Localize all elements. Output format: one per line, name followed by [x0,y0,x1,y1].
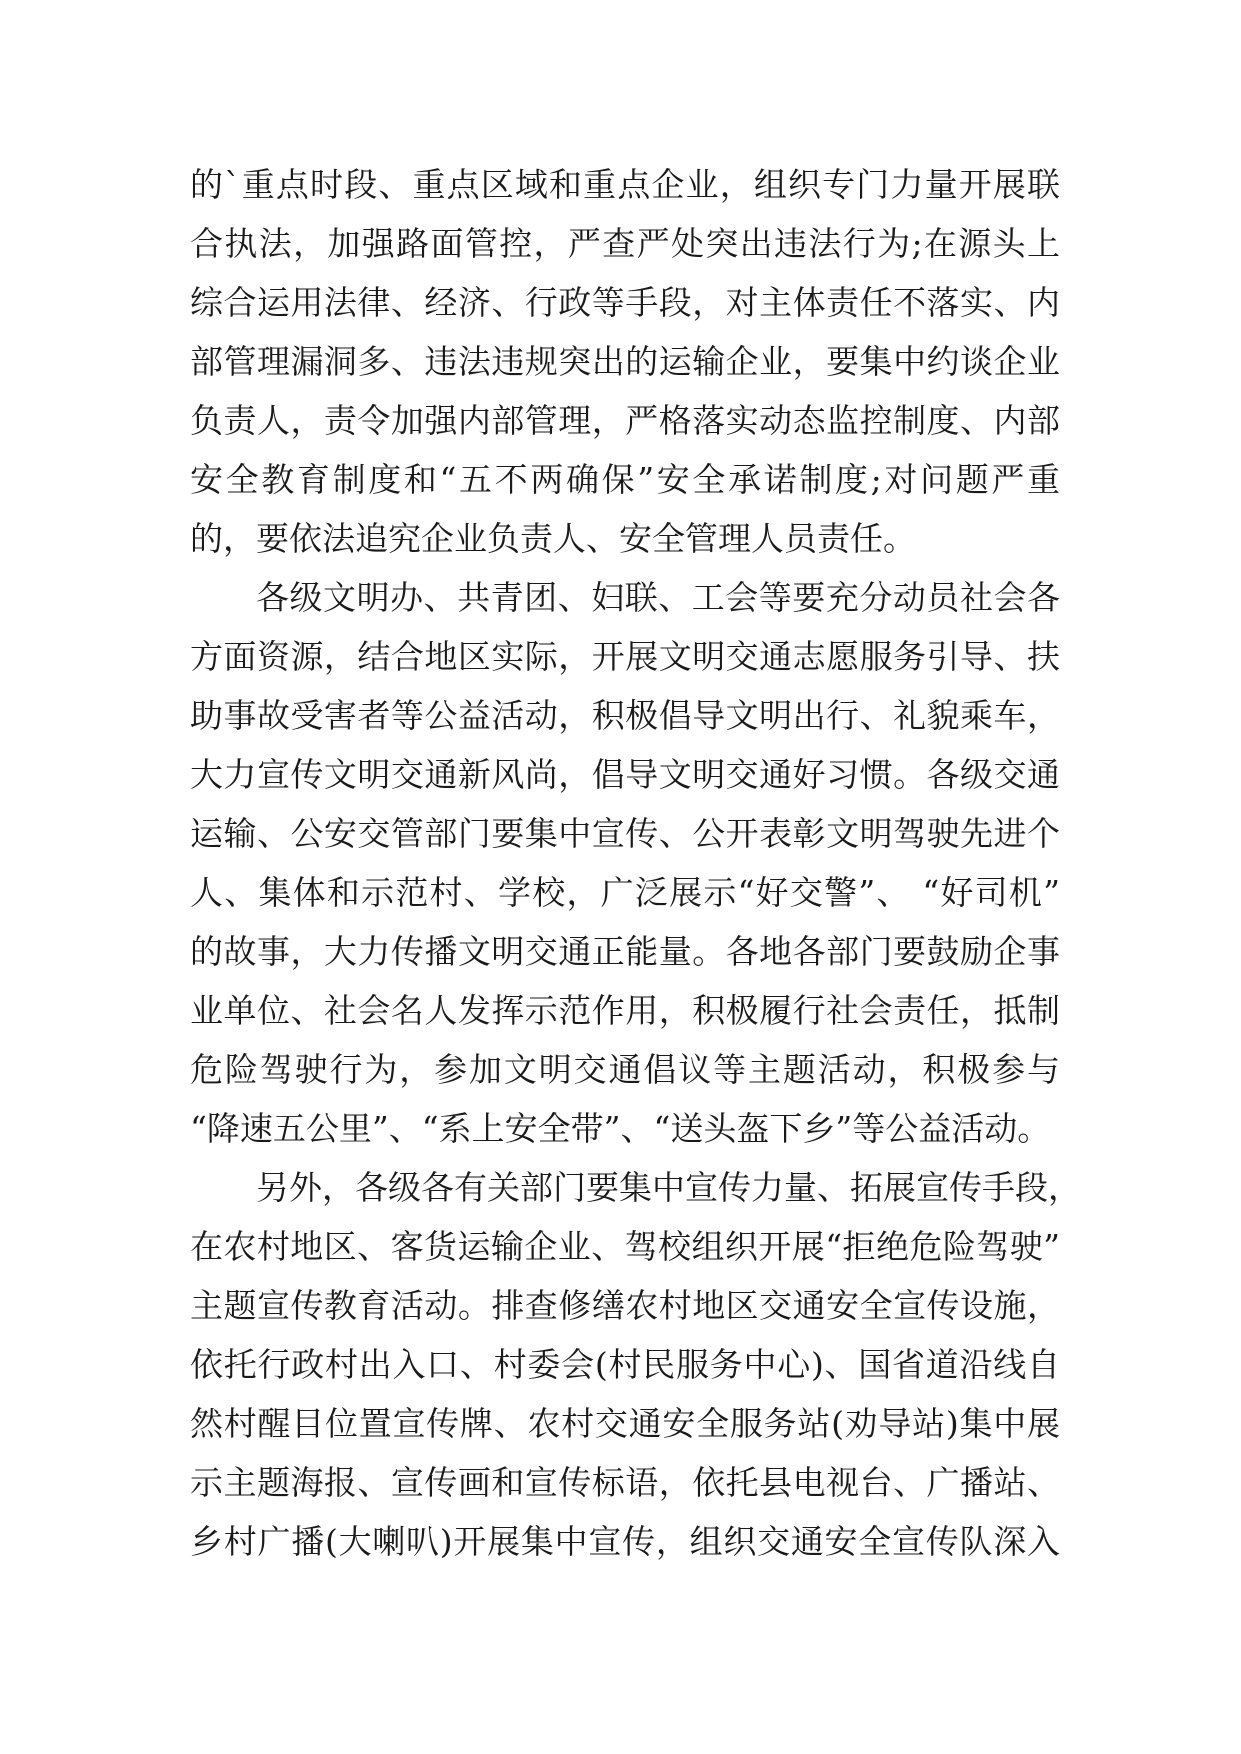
text-line: 主题宣传教育活动。排查修缮农村地区交通安全宣传设施， [190,1286,1060,1325]
text-line: 在农村地区、客货运输企业、驾校组织开展“拒绝危险驾驶” [190,1227,1060,1266]
text-line: 大力宣传文明交通新风尚，倡导文明交通好习惯。各级交通 [190,755,1060,794]
text-line: 方面资源，结合地区实际，开展文明交通志愿服务引导、扶 [190,637,1060,676]
text-line: 运输、公安交管部门要集中宣传、公开表彰文明驾驶先进个 [190,814,1060,853]
text-line: 示主题海报、宣传画和宣传标语，依托县电视台、广播站、 [190,1463,1060,1502]
text-line: 业单位、社会名人发挥示范作用，积极履行社会责任，抵制 [190,991,1060,1030]
text-line: 依托行政村出入口、村委会(村民服务中心)、国省道沿线自 [190,1345,1060,1384]
text-line: 的，要依法追究企业负责人、安全管理人员责任。 [190,519,916,558]
text-line: 乡村广播(大喇叭)开展集中宣传，组织交通安全宣传队深入 [190,1522,1060,1561]
text-line: 助事故受害者等公益活动，积极倡导文明出行、礼貌乘车， [190,696,1060,735]
text-line: 部管理漏洞多、违法违规突出的运输企业，要集中约谈企业 [190,342,1060,381]
paragraph-start-line: 各级文明办、共青团、妇联、工会等要充分动员社会各 [256,578,1060,617]
text-line: 人、集体和示范村、学校，广泛展示“好交警”、 “好司机” [190,873,1060,912]
text-line: 然村醒目位置宣传牌、农村交通安全服务站(劝导站)集中展 [190,1404,1060,1443]
text-line: 合执法，加强路面管控，严查严处突出违法行为;在源头上 [190,224,1060,263]
text-line: 危险驾驶行为，参加文明交通倡议等主题活动，积极参与 [190,1050,1060,1089]
text-line: 的故事，大力传播文明交通正能量。各地各部门要鼓励企事 [190,932,1060,971]
text-line: 综合运用法律、经济、行政等手段，对主体责任不落实、内 [190,283,1060,322]
body-text [190,155,1081,1571]
text-line: “降速五公里”、“系上安全带”、“送头盔下乡”等公益活动。 [190,1109,1051,1148]
text-line: 负责人，责令加强内部管理，严格落实动态监控制度、内部 [190,401,1060,440]
paragraph-start-line: 另外，各级各有关部门要集中宣传力量、拓展宣传手段， [256,1168,1081,1207]
text-line: 的`重点时段、重点区域和重点企业，组织专门力量开展联 [190,165,1060,204]
text-line: 安全教育制度和“五不两确保”安全承诺制度;对问题严重 [190,460,1060,499]
